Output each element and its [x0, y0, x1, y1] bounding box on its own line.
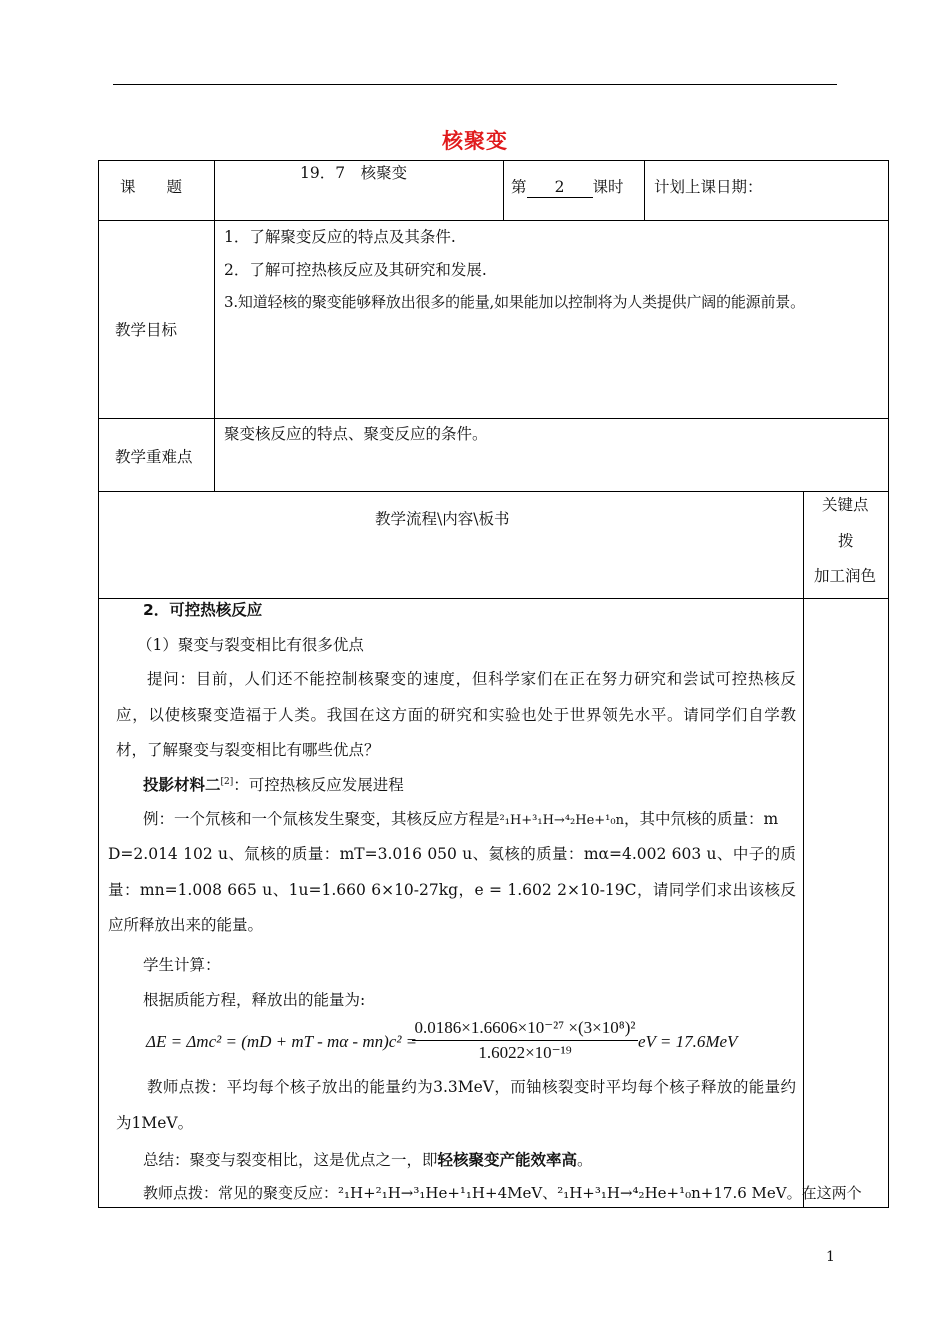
table-bottom-rule [98, 1207, 889, 1208]
formula-fraction [412, 1018, 638, 1063]
projection-ref: [2] [220, 776, 234, 787]
plan-date-label: 计划上课日期： [654, 178, 763, 196]
teacher-note-1: 教师点拨：平均每个核子放出的能量约为3.3MeV，而铀核裂变时平均每个核子释放的能量约为1MeV。 [116, 1078, 796, 1132]
example-line [143, 809, 778, 831]
mass-data-text: D=2.014 102 u、氚核的质量：mT=3.016 050 u、氦核的质量：mα=4.002 603 u、中子的质量：mn=1.008 665 u、1u=1.660 6×10-27kg，e = 1.602 2×10-19C，请同学们求出该核反应所释放出来的能量。 [108, 845, 796, 934]
summary-text-a: 总结：聚变与裂变相比，这是优点之一，即 [143, 1151, 438, 1169]
example-text-b: ，其中氘核的质量：m [623, 810, 779, 828]
document-title: 核聚变 [442, 128, 508, 153]
page-number: 1 [826, 1249, 835, 1265]
objectives-label: 教学目标 [115, 321, 178, 339]
side-header-line1: 关键点 [822, 496, 869, 514]
question-paragraph [116, 662, 796, 769]
formula-rhs: eV = 17.6MeV [638, 1032, 738, 1051]
period-prefix: 第 [511, 178, 527, 196]
projection-rest: ：可控热核反应发展进程 [233, 776, 404, 794]
subject-value: 19．7 核聚变 [300, 164, 408, 182]
formula-lhs: ΔE = Δmc² = (mD + mT - mα - mn)c² = [146, 1032, 418, 1051]
projection-line [143, 775, 404, 795]
period-suffix: 课时 [592, 178, 624, 196]
period-text [511, 177, 624, 198]
projection-bold: 投影材料二 [143, 775, 221, 794]
summary-bold: 轻核聚变产能效率高 [437, 1150, 578, 1169]
side-header-line3: 加工润色 [814, 567, 877, 585]
mass-data-paragraph [108, 837, 796, 944]
teacher-note-1-paragraph [116, 1070, 796, 1141]
formula-denominator: 1.6022×10⁻¹⁹ [478, 1043, 572, 1062]
keypoints-text: 聚变核反应的特点、聚变反应的条件。 [224, 425, 488, 443]
side-header-line2: 拨 [838, 532, 854, 550]
header-rule [113, 84, 837, 85]
sub-title: （1）聚变与裂变相比有很多优点 [137, 636, 364, 654]
reaction-equation: ²₁H+³₁H→⁴₂He+¹₀n [499, 813, 624, 828]
period-number: 2 [527, 177, 593, 198]
objective-item-1: 1．了解聚变反应的特点及其条件. [224, 228, 456, 246]
content-side-cell [803, 598, 889, 1208]
keypoints-label: 教学重难点 [115, 448, 193, 466]
objective-item-3: 3.知道轻核的聚变能够释放出很多的能量,如果能加以控制将为人类提供广阔的能源前景。 [224, 293, 805, 311]
summary-text-b: 。 [577, 1151, 593, 1169]
flow-header-label: 教学流程\内容\板书 [375, 510, 510, 528]
summary-line [143, 1150, 593, 1170]
formula-numerator: 0.0186×1.6606×10⁻²⁷ ×(3×10⁸)² [412, 1018, 638, 1041]
teacher-note-2: 教师点拨：常见的聚变反应：²₁H+²₁H→³₁He+¹₁H+4MeV、²₁H+³₁H→⁴₂He+¹₀n+17.6 MeV。在这两个 [143, 1184, 862, 1202]
objective-item-2: 2．了解可控热核反应及其研究和发展. [224, 261, 487, 279]
formula-intro: 根据质能方程，释放出的能量为: [143, 991, 366, 1009]
flow-header-cell [98, 491, 804, 599]
subject-label: 课 题 [120, 178, 183, 196]
student-calc: 学生计算： [143, 956, 221, 974]
example-text-a: 例：一个氘核和一个氚核发生聚变，其核反应方程是 [143, 810, 500, 828]
section-title: 2．可控热核反应 [143, 601, 263, 619]
objectives-content-cell [214, 220, 889, 419]
question-text: 提问：目前，人们还不能控制核聚变的速度，但科学家们在正在努力研究和尝试可控热核反应，以使核聚变造福于人类。我国在这方面的研究和实验也处于世界领先水平。请同学们自学教材，了解聚变与裂变相比有哪些优点？ [116, 670, 796, 759]
